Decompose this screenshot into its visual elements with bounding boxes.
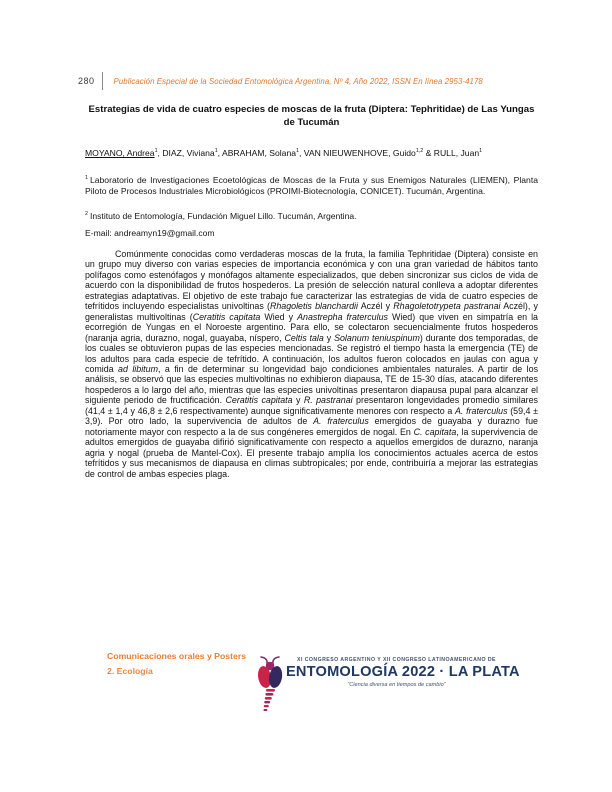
email-label: E-mail: [85,228,112,238]
affiliation-2-text: Instituto de Entomología, Fundación Miguel Lillo. Tucumán, Argentina. [89,211,357,221]
abstract-paragraph: Comúnmente conocidas como verdaderas moscas de la fruta, la familia Tephritidae (Diptera) consiste en un grupo muy diverso con varias especies de importancia económica y con una gran variedad de hábitos tanto polífagos como estenófagos y monófagos altamente especializados, que deben sincronizar sus ciclos de vida de acuerdo con la disponibilidad de frutos hospederos. La presión de selección natural conlleva a adoptar diferentes estrategias adaptativas. El objetivo de este trabajo fue caracterizar las estrategias de vida de cuatro especies de tefrítidos incluyendo especialistas univoltinas (Rhagoletis blanchardii Aczél y Rhagoletotrypeta pastranai Aczél), y generalistas multivoltinas (Ceratitis capitata Wied y Anastrepha fraterculus Wied) que viven en simpatría en la ecorregión de Yungas en el Noroeste argentino. Para ello, se colectaron secuencialmente frutos hospederos (naranja agria, durazno, nogal, guayaba, níspero, Celtis tala y Solanum teniuspinum) durante dos temporadas, de los cuales se obtuvieron pupas de las especies mencionadas. Se registró el tiempo hasta la emergencia (TE) de los adultos para cada especie de tefrítido. A continuación, los adultos fueron colocados en jaulas con agua y comida ad libitum, a fin de determinar su longevidad bajo condiciones ambientales naturales. A partir de los análisis, se observó que las especies multivoltinas no exhibieron diapausa, TE de 15-30 días, atacando diferentes hospederos a lo largo del año, mientras que las especies univoltinas presentaron diapausa pupal para alcanzar el siguiente periodo de fructificación. Ceratitis capitata y R. pastranai presentaron longevidades promedio similares (41,4 ± 1,4 y 46,8 ± 2,6 respectivamente) aunque significativamente menores con respecto a A. fraterculus (59,4 ± 3,9). Por otro lado, la supervivencia de adultos de A. fraterculus emergidos de guayaba y durazno fue notoriamente mayor con respecto a la de sus congéneres emergidos de nogal. En C. capitata, la supervivencia de adultos emergidos de guayaba difirió significativamente con respecto a aquellos emergidos de durazno, naranja agria y nogal (prueba de Mantel-Cox). El presente trabajo amplía los conocimientos actuales acerca de estos tefrítidos y sus mecanismos de diapausa en climas subtropicales; por ende, contribuiría a mejorar las estrategias de control de ambas especies plaga. [85,249,539,479]
page-header [78,72,540,90]
authors-line: MOYANO, Andrea$^1$, DIAZ, Viviana$^1$, ABRAHAM, Solana$^1$, VAN NIEUWENHOVE, Guido$^{1,2}$ & RULL, Juan$^1$ [85,148,483,158]
congress-name-line: XI CONGRESO ARGENTINO Y XII CONGRESO LATINOAMERICANO DE [297,657,496,663]
affiliation-1 [85,175,538,198]
footer-section-subtitle: 2. Ecología [107,666,153,676]
page-number: 280 [78,76,95,86]
journal-title: Publicación Especial de la Sociedad Entomológica Argentina, Nº 4, Año 2022, ISSN En línea 2953-4178 [113,76,483,86]
affiliation-1-marker: 1 [85,175,88,182]
congress-tagline: “Ciencia diversa en tiempos de cambio” [347,682,446,688]
header-divider [102,72,103,90]
article-title: Estrategias de vida de cuatro especies de moscas de la fruta (Diptera: Tephritidae) de Las Yungas de Tucumán [88,104,535,128]
congress-logo-text [286,657,520,688]
footer-section-title: Comunicaciones orales y Posters [107,651,247,661]
congress-brand-line: ENTOMOLOGÍA 2022 · LA PLATA [286,664,520,680]
footer-section-block [107,651,246,676]
affiliation-2-marker: 2 [85,211,88,218]
congress-insect-icon [257,655,284,717]
affiliation-1-text: Laboratorio de Investigaciones Ecoetológicas de Moscas de la Fruta y sus Enemigos Naturales (LIEMEN), Planta Piloto de Procesos Industriales Microbiológicos (PROIMI-Biotecnología, CONICET). Tucumán, Argentina. [85,175,538,197]
email-line [85,228,538,238]
email-address[interactable]: andreamyn19@gmail.com [114,228,215,238]
affiliation-2 [85,211,538,222]
